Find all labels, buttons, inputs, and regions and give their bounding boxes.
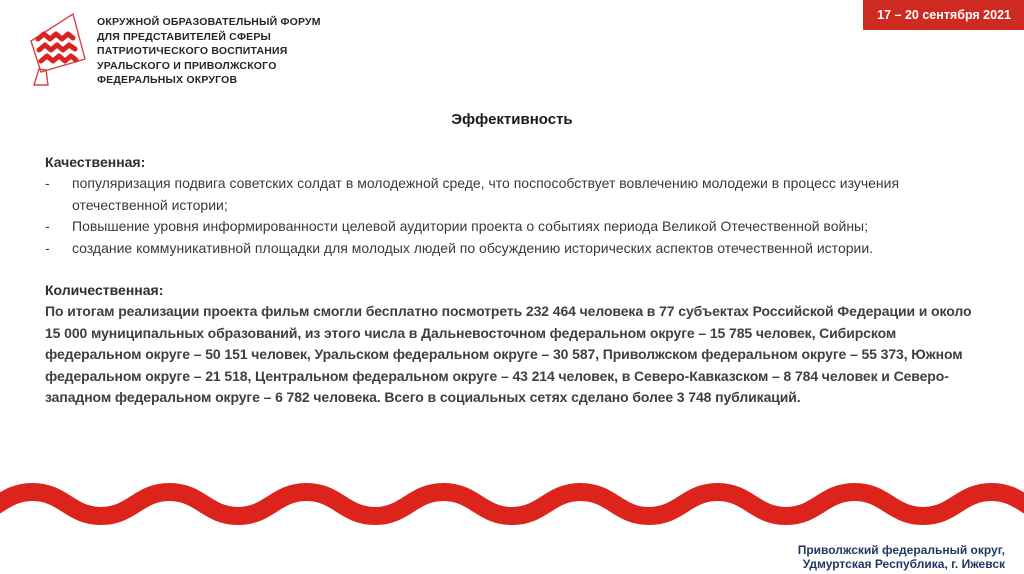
quantitative-heading: Количественная: (45, 282, 164, 299)
waving-flag-logo-icon (24, 9, 90, 89)
bullet-marker: - (45, 239, 50, 256)
bullet-text: Повышение уровня информированности целевой аудитории проекта о событиях периода Великой Отечественной войны; (72, 218, 869, 235)
forum-name-line: ОКРУЖНОЙ ОБРАЗОВАТЕЛЬНЫЙ ФОРУМ (97, 16, 321, 28)
forum-name-line: УРАЛЬСКОГО И ПРИВОЛЖСКОГО (97, 59, 277, 72)
bullet-item (45, 238, 986, 259)
forum-name-line: ДЛЯ ПРЕДСТАВИТЕЛЕЙ СФЕРЫ (97, 30, 272, 43)
forum-name-line: ФЕДЕРАЛЬНЫХ ОКРУГОВ (97, 74, 238, 87)
bullet-text: создание коммуникативной площадки для молодых людей по обсуждению исторических аспектов отечественной истории. (72, 239, 874, 256)
bullet-marker: - (45, 175, 50, 192)
bullet-marker: - (45, 218, 50, 235)
zigzag-wave-divider-icon (0, 470, 1024, 550)
footer-location (798, 543, 1005, 571)
bullet-item (45, 173, 986, 216)
quantitative-section (45, 280, 986, 408)
bullet-item (45, 216, 986, 237)
qualitative-bullet-list (45, 173, 986, 259)
qualitative-heading: Качественная: (45, 154, 146, 170)
footer-location-line: Приволжский федеральный округ, (797, 543, 1005, 557)
slide-body (45, 152, 986, 408)
qualitative-section (45, 152, 986, 259)
forum-name-line: ПАТРИОТИЧЕСКОГО ВОСПИТАНИЯ (97, 45, 288, 58)
forum-name (97, 15, 321, 88)
bullet-text: популяризация подвига советских солдат в молодежной среде, что поспособствует вовлечению молодежи в процесс изучения отечественной истории; (72, 175, 900, 213)
quantitative-text: По итогам реализации проекта фильм смогли бесплатно посмотреть 232 464 человека в 77 субъектах Российской Федерации и около 15 000 муниципальных образований, из этого числа в Дальневосточном федеральном округе – 15 785 человек, Сибирском федеральном округе – 50 151 человек, Уральском федеральном округе – 30 587, Приволжском федеральном округе – 55 373, Южном федеральном округе – 21 518, Центральном федеральном округе – 43 214 человек, в Северо-Кавказском – 8 784 человек и Северо-западном федеральном округе – 6 782 человека. Всего в социальных сетях сделано более 3 748 публикаций. (45, 303, 972, 406)
slide-title: Эффективность (451, 111, 573, 128)
date-badge: 17 – 20 сентября 2021 (863, 0, 1024, 30)
footer-location-line: Удмуртская Республика, г. Ижевск (802, 557, 1005, 571)
